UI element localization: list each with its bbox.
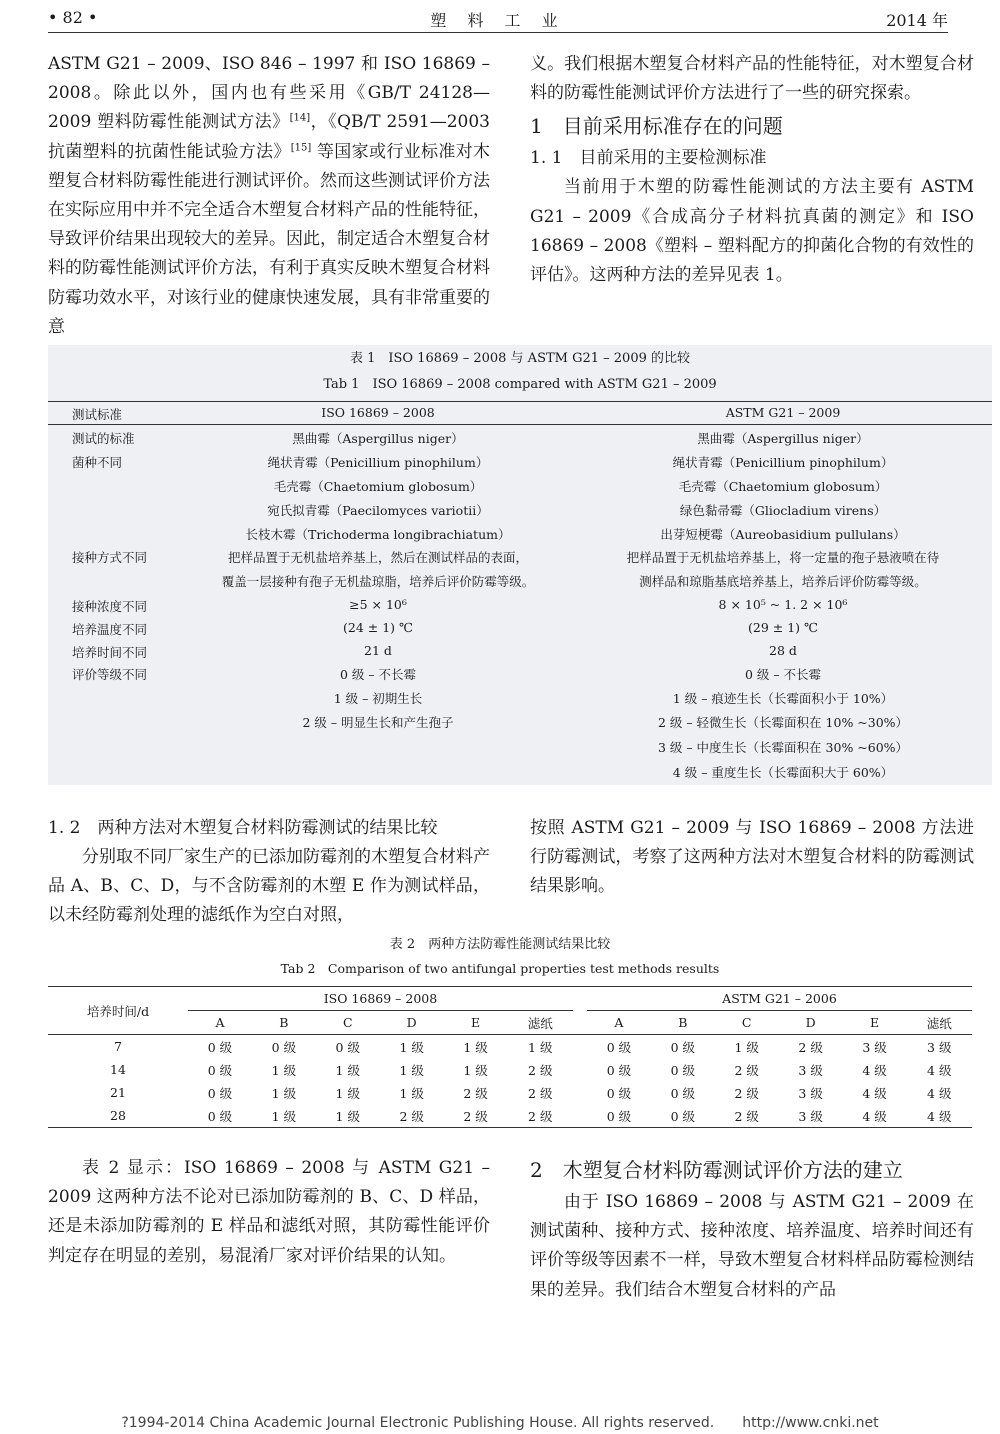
table-cell: (24 ± 1) ℃ xyxy=(343,620,413,635)
citation: [15] xyxy=(290,141,312,153)
right-column-bottom xyxy=(530,1152,974,1305)
table-cell: 宛氏拟青霉（Paecilomyces variotii） xyxy=(267,503,489,518)
table-cell: 2 级 – 明显生长和产生孢子 xyxy=(302,715,454,730)
table-cell: 2 级 xyxy=(463,1085,488,1101)
paragraph: 按照 ASTM G21 – 2009 与 ISO 16869 – 2008 方法进行防霉测试，考察了这两种方法对木塑复合材料的防霉测试结果影响。 xyxy=(530,818,974,897)
table-row-header: 培养时间/d xyxy=(86,1003,150,1019)
table-cell: 菌种不同 xyxy=(72,455,123,470)
table-cell: 3 级 xyxy=(798,1108,823,1124)
table-cell: 培养时间不同 xyxy=(72,645,148,660)
table-title-cn: 表 1 ISO 16869 – 2008 与 ASTM G21 – 2009 的比较 xyxy=(349,351,691,366)
table-cell: 1 级 xyxy=(399,1062,424,1078)
table-col-header: A xyxy=(215,1015,225,1030)
table-cell: 2 级 xyxy=(734,1108,759,1124)
table-cell: 1 级 xyxy=(335,1085,360,1101)
paragraph: 义。我们根据木塑复合材料产品的性能特征，对木塑复合材料的防霉性能测试评价方法进行了一些的研究探索。 xyxy=(530,54,974,104)
table-cell: 培养温度不同 xyxy=(72,622,148,637)
table-cell: 1 级 xyxy=(335,1108,360,1124)
table-cell: 毛壳霉（Chaetomium globosum） xyxy=(678,479,888,494)
table-cell: 4 级 xyxy=(927,1108,952,1124)
table-cell: 把样品置于无机盐培养基上，将一定量的孢子悬液喷在待 xyxy=(626,550,940,565)
table-cell: 28 d xyxy=(769,643,797,658)
table-cell: 1 级 xyxy=(271,1108,297,1124)
table-cell: 0 级 xyxy=(606,1108,632,1124)
table-cell: 出芽短梗霉（Aureobasidium pullulans） xyxy=(660,527,906,542)
table-cell: 4 级 xyxy=(862,1085,887,1101)
table-cell: 0 级 xyxy=(670,1108,696,1124)
table-cell: 2 级 xyxy=(528,1062,553,1078)
paragraph: 由于 ISO 16869 – 2008 与 ASTM G21 – 2009 在测试菌种、接种方式、接种浓度、培养温度、培养时间还有评价等级等因素不一样，导致木塑复合材料样品防霉检测结果的差异。我们结合木塑复合材料的产品 xyxy=(530,1192,974,1300)
table-cell: 测试的标准 xyxy=(72,431,135,446)
table-col-header: D xyxy=(406,1015,417,1030)
paragraph: 分别取不同厂家生产的已添加防霉剂的木塑复合材料产品 A、B、C、D，与不含防霉剂的木塑 E 作为测试样品，以未经防霉剂处理的滤纸作为空白对照， xyxy=(48,847,490,926)
table-cell: 14 xyxy=(110,1062,126,1077)
table-cell: 2 级 xyxy=(734,1085,759,1101)
table-cell: 黑曲霉（Aspergillus niger） xyxy=(292,431,464,446)
table-cell: 21 d xyxy=(364,643,392,658)
table-cell: 1 级 xyxy=(335,1062,360,1078)
copyright-footer: ?1994-2014 China Academic Journal Electronic Publishing House. All rights reserved. http://www.cnki.net xyxy=(121,1415,879,1431)
table-cell: 0 级 – 不长霉 xyxy=(744,667,822,682)
table-cell: 0 级 xyxy=(606,1039,632,1055)
table-cell: 0 级 xyxy=(606,1062,632,1078)
table2-title-cn: 表 2 两种方法防霉性能测试结果比较 xyxy=(389,937,611,952)
text-segment: ASTM G21 – 2009、ISO 846 – 1997 和 ISO 16869 – 2008。除此以外，国内也有些采用《GB/T 24128—2009 塑料防霉性能测试方法》 xyxy=(48,54,490,133)
table-header-cell: ISO 16869 – 2008 xyxy=(321,405,435,420)
table-col-header: E xyxy=(471,1015,481,1030)
table-col-header: C xyxy=(342,1015,353,1030)
table-cell: 覆盖一层接种有孢子无机盐琼脂，培养后评价防霉等级。 xyxy=(221,574,535,589)
table-col-header: C xyxy=(741,1015,752,1030)
table2-title-en: Tab 2 Comparison of two antifungal properties test methods results xyxy=(280,961,720,976)
table-cell: 3 级 – 中度生长（长霉面积在 30% ~60%） xyxy=(657,740,909,755)
text-segment: 等国家或行业标准对木塑复合材料防霉性能进行测试评价。然而这些测试评价方法在实际应用中并不完全适合木塑复合材料产品的性能特征，导致评价结果出现较大的差异。因此，制定适合木塑复合材料的防霉性能测试评价方法，有利于真实反映木塑复合材料防霉功效水平，对该行业的健康快速发展，具有非常重要的意 xyxy=(48,141,490,337)
subsection-heading: 1. 1 目前采用的主要检测标准 xyxy=(530,148,767,169)
table-cell: 4 级 – 重度生长（长霉面积大于 60%） xyxy=(672,765,894,780)
table-cell: 8 × 10⁵ ~ 1. 2 × 10⁶ xyxy=(718,597,848,612)
table-title-en: Tab 1 ISO 16869 – 2008 compared with ASTM G21 – 2009 xyxy=(323,377,717,392)
table-row xyxy=(48,1035,972,1059)
running-header xyxy=(48,6,948,33)
table-cell: 2 级 xyxy=(734,1062,759,1078)
table-cell: 0 级 xyxy=(335,1039,360,1055)
table-cell: 2 级 xyxy=(798,1039,823,1055)
table-cell: 1 级 xyxy=(463,1039,488,1055)
year: 2014 年 xyxy=(886,11,948,30)
table-cell: 1 级 xyxy=(734,1039,759,1055)
table-cell: 4 级 xyxy=(927,1085,952,1101)
table-cell: 28 xyxy=(110,1108,126,1123)
table-col-header: E xyxy=(869,1015,880,1030)
table-col-header: A xyxy=(614,1015,624,1030)
table-cell: 0 级 xyxy=(670,1039,696,1055)
table-cell: 1 级 xyxy=(399,1085,424,1101)
table-cell: 4 级 xyxy=(927,1062,952,1078)
table-cell: 0 级 xyxy=(670,1085,696,1101)
table-cell: 4 级 xyxy=(862,1062,887,1078)
table-cell: 绿色黏帚霉（Gliocladium virens） xyxy=(679,503,887,518)
table-cell: 2 级 xyxy=(399,1108,424,1124)
page-number: • 82 • xyxy=(48,8,98,27)
table-cell: 21 xyxy=(110,1085,126,1100)
table-cell: 0 级 xyxy=(207,1039,233,1055)
table-cell: 1 级 xyxy=(271,1085,297,1101)
table-cell: 毛壳霉（Chaetomium globosum） xyxy=(273,479,483,494)
table-cell: 绳状青霉（Penicillium pinophilum） xyxy=(267,455,489,470)
table-cell: 7 xyxy=(114,1039,122,1054)
table-cell: 测样品和琼脂基底培养基上，培养后评价防霉等级。 xyxy=(639,574,927,589)
table-col-header: 滤纸 xyxy=(926,1015,952,1031)
table-cell: 2 级 xyxy=(528,1108,553,1124)
table-cell: 1 级 xyxy=(399,1039,424,1055)
text-segment: ，《QB/T 2591—2003 抗菌塑料的抗菌性能试验方法》 xyxy=(48,112,490,162)
table-col-header: 滤纸 xyxy=(527,1015,553,1031)
table-cell: ≥5 × 10⁶ xyxy=(349,597,407,612)
table-cell: 3 级 xyxy=(862,1039,887,1055)
table-header-cell: ASTM G21 – 2009 xyxy=(725,405,841,420)
table-cell: 评价等级不同 xyxy=(72,667,148,682)
table-cell: 黑曲霉（Aspergillus niger） xyxy=(697,431,869,446)
table-cell: 3 级 xyxy=(927,1039,952,1055)
table-cell: 绳状青霉（Penicillium pinophilum） xyxy=(672,455,894,470)
table-row xyxy=(48,1104,972,1128)
table-cell: 0 级 xyxy=(207,1108,233,1124)
right-column-top xyxy=(530,50,974,290)
table-cell: 0 级 xyxy=(207,1085,233,1101)
table-cell: 长枝木霉（Trichoderma longibrachiatum） xyxy=(245,527,511,542)
journal-name: 塑 料 工 业 xyxy=(430,11,566,30)
table-row xyxy=(48,1081,972,1104)
left-column-middle xyxy=(48,814,490,931)
table-cell: 3 级 xyxy=(798,1062,823,1078)
table-header-cell: 测试标准 xyxy=(72,407,123,422)
right-column-middle xyxy=(530,814,974,902)
table-col-header: B xyxy=(279,1015,289,1030)
table-cell: 接种浓度不同 xyxy=(72,599,148,614)
table-cell: 3 级 xyxy=(798,1085,823,1101)
table-cell: (29 ± 1) ℃ xyxy=(748,620,818,635)
section-heading: 1 目前采用标准存在的问题 xyxy=(530,114,783,139)
table-cell: 0 级 xyxy=(606,1085,632,1101)
table-cell: 0 级 – 不长霉 xyxy=(339,667,417,682)
table-cell: 2 级 xyxy=(528,1085,553,1101)
table-cell: 4 级 xyxy=(862,1108,887,1124)
table-cell: 1 级 – 痕迹生长（长霉面积小于 10%） xyxy=(672,691,894,706)
table-cell: 0 级 xyxy=(271,1039,297,1055)
table-cell: 2 级 – 轻微生长（长霉面积在 10% ~30%） xyxy=(657,715,909,730)
table-cell: 1 级 xyxy=(463,1062,488,1078)
table-row xyxy=(48,1058,972,1081)
table-1 xyxy=(48,345,992,785)
subsection-heading: 1. 2 两种方法对木塑复合材料防霉测试的结果比较 xyxy=(48,818,438,838)
table-2 xyxy=(48,986,972,1128)
table-cell: 把样品置于无机盐培养基上，然后在测试样品的表面， xyxy=(227,550,528,565)
table-group-header: ASTM G21 – 2006 xyxy=(587,987,972,1011)
table-cell: 接种方式不同 xyxy=(72,550,148,565)
table-cell: 1 级 xyxy=(528,1039,553,1055)
table-col-header: B xyxy=(678,1015,688,1030)
table-group-header: ISO 16869 – 2008 xyxy=(188,987,573,1011)
table-col-header: D xyxy=(805,1015,816,1030)
table-cell: 0 级 xyxy=(207,1062,233,1078)
left-column-bottom xyxy=(48,1154,490,1271)
table-cell: 1 级 xyxy=(271,1062,297,1078)
citation: [14] xyxy=(289,112,311,124)
paragraph: 当前用于木塑的防霉性能测试的方法主要有 ASTM G21 – 2009《合成高分子材料抗真菌的测定》和 ISO 16869 – 2008《塑料 – 塑料配方的抑菌化合物的有效性的评估》。这两种方法的差异见表 1。 xyxy=(530,177,974,286)
section-heading: 2 木塑复合材料防霉测试评价方法的建立 xyxy=(530,1158,903,1182)
table-cell: 2 级 xyxy=(463,1108,488,1124)
table-cell: 0 级 xyxy=(670,1062,696,1078)
left-column-top xyxy=(48,50,490,342)
paragraph: 表 2 显示：ISO 16869 – 2008 与 ASTM G21 – 2009 这两种方法不论对已添加防霉剂的 B、C、D 样品，还是未添加防霉剂的 E 样品和滤纸对照，其防霉性能评价判定存在明显的差别，易混淆厂家对评价结果的认知。 xyxy=(48,1158,490,1266)
table-cell: 1 级 – 初期生长 xyxy=(333,691,423,706)
